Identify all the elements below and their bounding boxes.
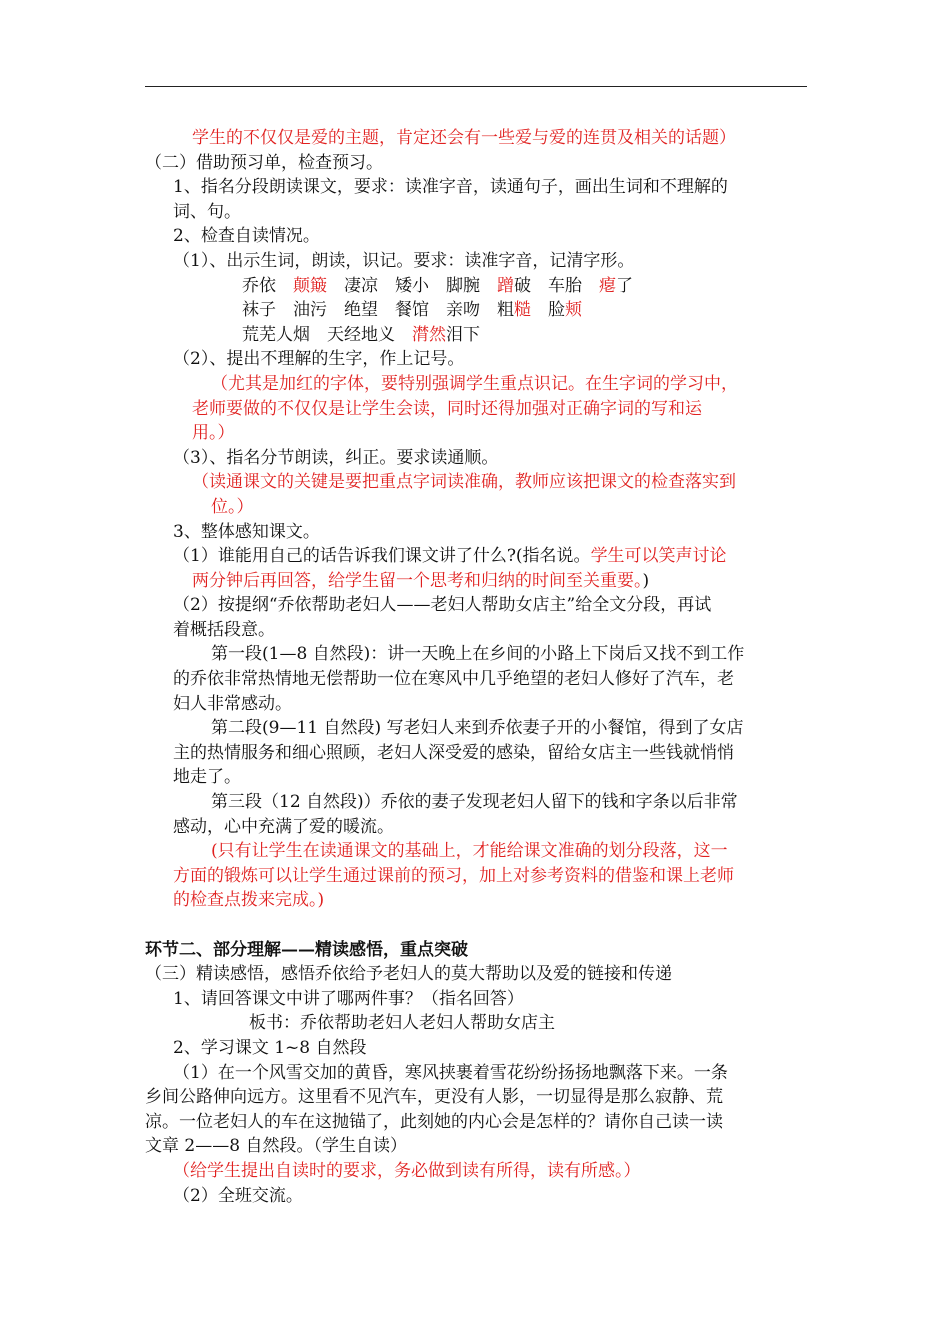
- text-line: （二）借助预习单，检查预习。: [145, 152, 383, 173]
- blank-line: [145, 913, 815, 938]
- section-heading: 环节二、部分理解——精读感悟，重点突破: [145, 939, 468, 960]
- text-segment: 绝望: [344, 300, 378, 321]
- text-line: （尤其是加红的字体，要特别强调学生重点识记。在生字词的学习中，: [211, 373, 738, 394]
- text-line: （2）按提纲“乔依帮助老妇人——老妇人帮助女店主”给全文分段，再试: [173, 595, 712, 616]
- text-line: （三）精读感悟，感悟乔依给予老妇人的莫大帮助以及爱的链接和传递: [145, 964, 672, 985]
- text-line: （3）、指名分节朗读，纠正。要求读通顺。: [173, 447, 499, 468]
- text-line: 用。）: [192, 423, 235, 444]
- text-line: [145, 323, 815, 348]
- text-line: 地走了。: [173, 767, 241, 788]
- text-line: 2、检查自读情况。: [173, 226, 320, 247]
- text-segment: 油污: [293, 300, 327, 321]
- highlighted-text: 颊: [565, 300, 582, 321]
- text-segment: [480, 300, 497, 320]
- text-line: [145, 569, 815, 594]
- text-segment: [582, 276, 599, 296]
- highlighted-text: 糙: [514, 300, 531, 321]
- text-segment: [327, 276, 344, 296]
- text-line: 学生的不仅仅是爱的主题，肯定还会有一些爱与爱的连贯及相关的话题）: [192, 128, 736, 148]
- text-line: （1）在一个风雪交加的黄昏，寒风挟裹着雪花纷纷扬扬地飘落下来。一条: [173, 1062, 728, 1083]
- text-segment: [395, 325, 412, 345]
- document-body: [145, 126, 815, 1208]
- text-segment: [378, 300, 395, 320]
- text-line: (只有让学生在读通课文的基础上，才能给课文准确的划分段落，这一: [211, 841, 728, 862]
- text-segment: [480, 276, 497, 296]
- text-segment: 脸: [548, 300, 565, 321]
- text-line: 方面的锻炼可以让学生通过课前的预习，加上对参考资料的借鉴和课上老师: [173, 865, 734, 886]
- text-segment: [378, 276, 395, 296]
- text-line: 主的热情服务和细心照顾，老妇人深受爱的感染，留给女店主一些钱就悄悄: [173, 742, 734, 763]
- highlighted-text: 蹭: [497, 275, 514, 296]
- text-line: 2、学习课文 1~8 自然段: [173, 1037, 367, 1058]
- text-line: 板书：乔依帮助老妇人老妇人帮助女店主: [249, 1013, 555, 1034]
- text-segment: [531, 276, 548, 296]
- highlighted-text: 瘪: [599, 275, 616, 296]
- text-segment: 粗: [497, 300, 514, 321]
- highlighted-text: 两分钟后再回答，给学生留一个思考和归纳的时间至关重要。: [192, 570, 643, 591]
- text-line: [145, 274, 815, 299]
- text-segment: [276, 276, 293, 296]
- text-segment: 矮小: [395, 275, 429, 296]
- text-segment: 车胎: [548, 275, 582, 296]
- text-segment: 餐馆: [395, 300, 429, 321]
- text-line: 第一段(1—8 自然段)：讲一天晚上在乡间的小路上下岗后又找不到工作: [211, 644, 745, 665]
- text-segment: [531, 300, 548, 320]
- text-line: 3、整体感知课文。: [173, 521, 320, 542]
- text-line: 的检查点拨来完成。): [173, 890, 325, 911]
- text-segment: 泪下: [446, 324, 480, 345]
- text-line: 第二段(9—11 自然段) 写老妇人来到乔依妻子开的小餐馆，得到了女店: [211, 718, 744, 739]
- text-segment: [310, 325, 327, 345]
- text-segment: 破: [514, 275, 531, 296]
- text-segment: 亲吻: [446, 300, 480, 321]
- header-rule: [145, 86, 807, 87]
- text-line: 文章 2——8 自然段。（学生自读）: [145, 1136, 407, 1157]
- text-segment: [327, 300, 344, 320]
- text-segment: [429, 300, 446, 320]
- text-line: （给学生提出自读时的要求，务必做到读有所得，读有所感。）: [173, 1160, 641, 1181]
- text-line: 着概括段意。: [173, 619, 275, 640]
- text-line: 老师要做的不仅仅是让学生会读，同时还得加强对正确字词的写和运: [192, 398, 702, 419]
- highlighted-text: 学生可以笑声讨论: [590, 546, 727, 567]
- text-segment: 脚腕: [446, 275, 480, 296]
- text-segment: ): [642, 570, 650, 591]
- text-line: 1、请回答课文中讲了哪两件事？（指名回答）: [173, 988, 524, 1009]
- text-line: （1）、出示生词，朗读，识记。要求：读准字音，记清字形。: [173, 250, 635, 271]
- text-line: （2）全班交流。: [173, 1185, 303, 1206]
- text-segment: 乔依: [242, 275, 276, 296]
- text-segment: 天经地义: [327, 324, 395, 345]
- text-line: 凉。一位老妇人的车在这抛锚了，此刻她的内心会是怎样的？请你自己读一读: [145, 1111, 723, 1132]
- text-segment: [429, 276, 446, 296]
- text-segment: 袜子: [242, 300, 276, 321]
- text-line: 的乔依非常热情地无偿帮助一位在寒风中几乎绝望的老妇人修好了汽车，老: [173, 669, 734, 690]
- text-line: 位。）: [211, 496, 254, 517]
- text-segment: 荒芜人烟: [242, 324, 310, 345]
- text-line: [145, 544, 815, 569]
- text-segment: （1）谁能用自己的话告诉我们课文讲了什么?(指名说。: [173, 546, 591, 567]
- text-line: 乡间公路伸向远方。这里看不见汽车，更没有人影，一切显得是那么寂静、荒: [145, 1087, 723, 1108]
- text-line: （2）、提出不理解的生字，作上记号。: [173, 349, 465, 370]
- text-line: 妇人非常感动。: [173, 693, 292, 714]
- text-segment: [276, 300, 293, 320]
- highlighted-text: 颠簸: [293, 275, 327, 296]
- text-segment: 了: [616, 275, 633, 296]
- text-line: [145, 298, 815, 323]
- text-line: 第三段（12 自然段)）乔依的妻子发现老妇人留下的钱和字条以后非常: [211, 792, 738, 813]
- text-line: 词、句。: [173, 201, 241, 222]
- text-line: 感动，心中充满了爱的暖流。: [173, 816, 394, 837]
- text-line: 1、指名分段朗读课文，要求：读准字音，读通句子，画出生词和不理解的: [173, 177, 728, 198]
- highlighted-text: 潸然: [412, 324, 446, 345]
- text-segment: 凄凉: [344, 275, 378, 296]
- text-line: （读通课文的关键是要把重点字词读准确，教师应该把课文的检查落实到: [192, 472, 736, 493]
